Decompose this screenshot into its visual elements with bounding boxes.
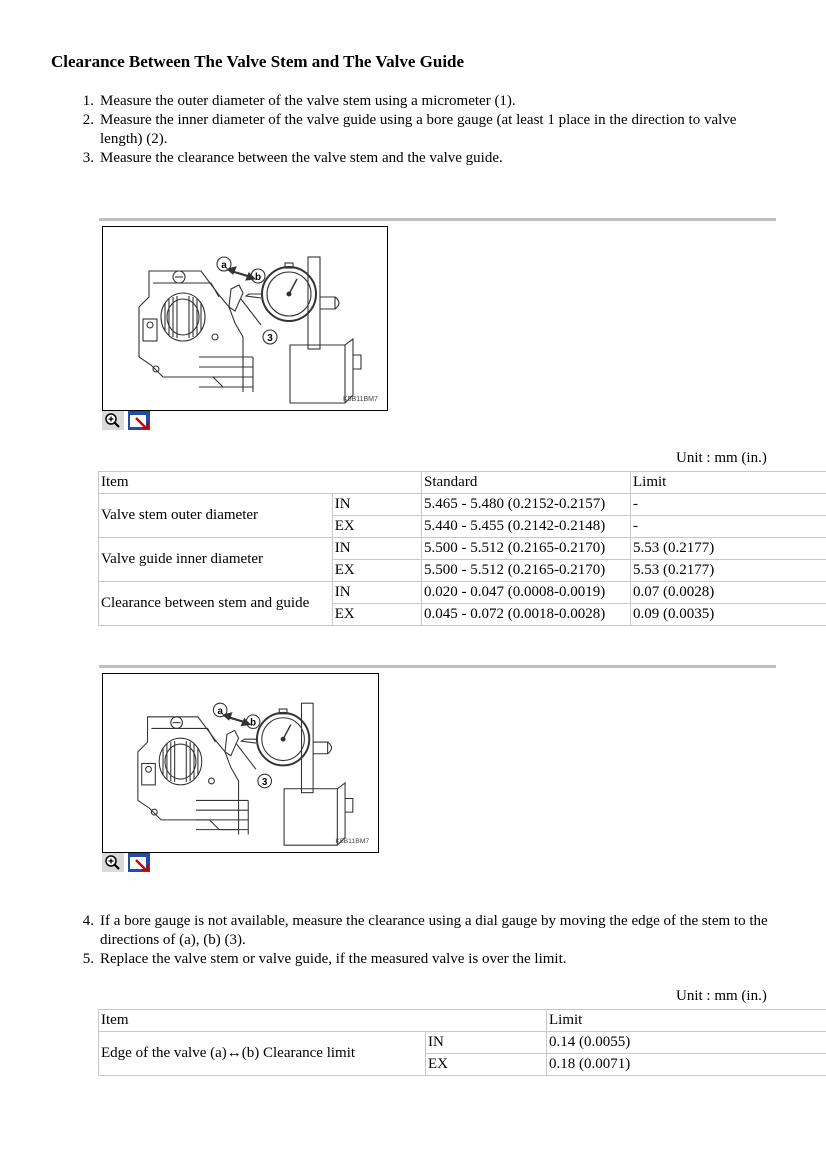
- row-item: Valve guide inner diameter: [99, 538, 333, 582]
- divider: [99, 665, 776, 668]
- header-limit: Limit: [547, 1010, 826, 1032]
- list-item: 3. Measure the clearance between the valve stem and the valve guide.: [82, 150, 503, 166]
- valve-guide-figure-2: [102, 673, 379, 853]
- table-header-row: [99, 472, 826, 494]
- row-side: EX: [332, 560, 421, 582]
- row-side: IN: [332, 538, 421, 560]
- row-item: Edge of the valve (a)↔(b) Clearance limit: [99, 1032, 426, 1076]
- open-window-icon: [128, 853, 150, 872]
- row-limit: -: [631, 516, 826, 538]
- table-header-row: [99, 1010, 826, 1032]
- table-row: [99, 494, 826, 516]
- callout-3: 3: [262, 776, 268, 788]
- row-standard: 5.465 - 5.480 (0.2152-0.2157): [422, 494, 631, 516]
- row-standard: 0.020 - 0.047 (0.0008-0.0019): [422, 582, 631, 604]
- row-limit: 0.14 (0.0055): [547, 1032, 826, 1054]
- unit-label-2: Unit : mm (in.): [676, 988, 767, 1004]
- row-standard: 5.440 - 5.455 (0.2142-0.2148): [422, 516, 631, 538]
- row-limit: -: [631, 494, 826, 516]
- page-title: Clearance Between The Valve Stem and The Valve Guide: [51, 52, 465, 71]
- callout-a: a: [217, 705, 223, 717]
- divider: [99, 218, 776, 221]
- dial-gauge-illustration: [103, 674, 378, 852]
- figure-code: K5B11BM7: [343, 396, 378, 403]
- callout-a: a: [221, 260, 227, 271]
- row-limit: 5.53 (0.2177): [631, 560, 826, 582]
- row-item: Clearance between stem and guide: [99, 582, 333, 626]
- table-row: [99, 538, 826, 560]
- header-item: Item: [99, 472, 422, 494]
- magnify-plus-icon: [102, 411, 124, 430]
- magnify-plus-icon: [102, 853, 124, 872]
- row-side: EX: [426, 1054, 547, 1076]
- open-image-button-2[interactable]: [128, 853, 150, 872]
- table-row: [99, 1032, 826, 1054]
- zoom-button-2[interactable]: [102, 853, 124, 872]
- list-item: 2. Measure the inner diameter of the valve guide using a bore gauge (at least 1 place in the direction to valve length) (2).: [82, 112, 737, 147]
- row-limit: 0.07 (0.0028): [631, 582, 826, 604]
- list-item: 5. Replace the valve stem or valve guide, if the measured valve is over the limit.: [82, 951, 567, 967]
- callout-3: 3: [267, 333, 273, 344]
- row-limit: 5.53 (0.2177): [631, 538, 826, 560]
- unit-label-1: Unit : mm (in.): [676, 450, 767, 466]
- row-standard: 0.045 - 0.072 (0.0018-0.0028): [422, 604, 631, 626]
- figure-code: K5B11BM7: [335, 838, 370, 846]
- steps-list-2: [82, 912, 776, 969]
- zoom-button-1[interactable]: [102, 411, 124, 430]
- open-window-icon: [128, 411, 150, 430]
- header-item: Item: [99, 1010, 547, 1032]
- header-standard: Standard: [422, 472, 631, 494]
- row-side: EX: [332, 604, 421, 626]
- row-limit: 0.09 (0.0035): [631, 604, 826, 626]
- open-image-button-1[interactable]: [128, 411, 150, 430]
- row-item: Valve stem outer diameter: [99, 494, 333, 538]
- list-item: 4. If a bore gauge is not available, measure the clearance using a dial gauge by moving the edge of the stem to the directions of (a), (b) (3).: [82, 913, 768, 948]
- callout-b: b: [250, 717, 257, 729]
- table-row: [99, 582, 826, 604]
- row-standard: 5.500 - 5.512 (0.2165-0.2170): [422, 538, 631, 560]
- dial-gauge-illustration: [103, 227, 387, 410]
- row-side: IN: [332, 582, 421, 604]
- valve-guide-figure-1: [102, 226, 388, 411]
- header-limit: Limit: [631, 472, 826, 494]
- row-limit: 0.18 (0.0071): [547, 1054, 826, 1076]
- row-standard: 5.500 - 5.512 (0.2165-0.2170): [422, 560, 631, 582]
- steps-list-1: [82, 92, 776, 168]
- list-item: 1. Measure the outer diameter of the valve stem using a micrometer (1).: [82, 93, 516, 109]
- row-side: EX: [332, 516, 421, 538]
- row-side: IN: [426, 1032, 547, 1054]
- spec-table-1: [98, 471, 826, 626]
- row-side: IN: [332, 494, 421, 516]
- callout-b: b: [254, 272, 262, 283]
- spec-table-2: [98, 1009, 826, 1076]
